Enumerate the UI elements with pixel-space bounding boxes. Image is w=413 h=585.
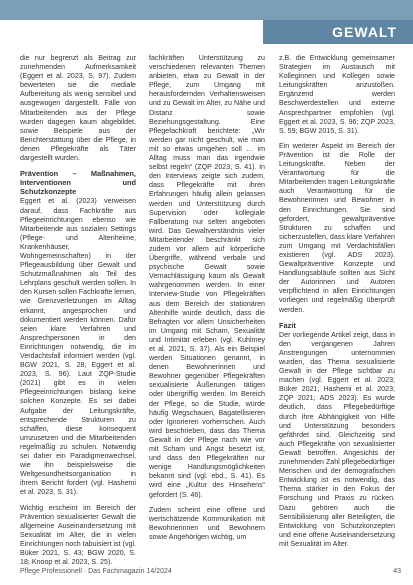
paragraph: Wichtig erscheint im Bereich der Prävention sexualisierter Gewalt die allgemeine Auseinandersetzung mit Sexualität im Alter, die in vielen Einrichtungen noch tabuisiert ist (vgl. Büker 2021, S. 43; BGW 2020, S. 18; Knoop et al. 2023, S. 25).	[20, 503, 136, 567]
journal-reference: Pflege Professionell · Das Fachmagazin 14/2024	[20, 568, 172, 575]
page-header	[0, 0, 413, 46]
column-1	[20, 54, 136, 567]
paragraph: z.B. die Entwicklung gemeinsamer Strategien im Austausch mit Kolleginnen und Kollegen sowie Leitungskräften anzustoßen. Ergänzend werden Beschwerdestellen und externe Ansprechpartner empfohlen (vgl. Eggert et al. 2023, S. 96; ZQP 2023, S. 59; BGW 2015, S. 31).	[279, 54, 395, 135]
article-body	[20, 54, 400, 567]
section-heading: Fazit	[279, 320, 296, 330]
page-number: 43	[393, 568, 401, 575]
column-2	[149, 54, 265, 550]
column-3	[279, 54, 395, 550]
paragraph: fachkräften Unterstützung zu verschiedenen relevanten Themen anbieten, etwa zu Gewalt in der Pflege, zum Umgang mit herausfordernden Verhaltensweisen und zu Gewalt im Alter, zu Nähe und Distanz sowie Beziehungsgestaltung. Eine Pflegefachkraft berichtete: „Wir werden gar nicht geschult, wie man mit so etwas umgehen soll … im Alltag muss man das irgendwie selbst regeln“ (ZQP 2023, S. 41). In den Interviews zeigte sich zudem, dass Pflegekräfte mit ihren Erfahrungen häufig allein gelassen werden und Unterstützung durch Supervision oder kollegiale Fallberatung nur selten angeboten wird. Das Gewaltverständnis vieler Mitarbeitender beschränkt sich zudem vor allem auf körperliche Übergriffe, während verbale und psychische Gewalt sowie Vernachlässigung kaum als Gewalt wahrgenommen werden. In einer Interview-Studie von Pflegekräften aus dem Bereich der stationären Altenhilfe wurde deutlich, dass die Befragten vor allem Unsicherheiten im Umgang mit Scham, Sexualität und Intimität erleben (vgl. Kuhlmey et al. 2021, S. 37). Als ein Beispiel werden Situationen genannt, in denen Bewohnerinnen und Bewohner gegenüber Pflegekräften sexualisierte Äußerungen tätigen oder übergriffig werden. Im Bereich der Pflege, so die Studie, würde häufig Wegschauen, Bagatellisieren oder Ignorieren vorherrschen. Auch wird beschrieben, dass das Thema Gewalt in der Pflege nach wie vor mit Scham und Angst besetzt ist, und dass den Pflegekräften nur wenige Handlungsmöglichkeiten bekannt sind (vgl. ebd., S. 41). Es wird eine „Kultur des Hinsehens“ gefordert (S. 46).	[149, 54, 265, 499]
paragraph: Ein weiterer Aspekt im Bereich der Prävention ist die Rolle der Leitungskräfte. Neben der Verantwortung für die Mitarbeitenden tragen Leitungskräfte auch Verantwortung für die Bewohnerinnen und Bewohner in den Einrichtungen. Sie sind gefordert, gewaltpräventive Strukturen zu schaffen und sicherzustellen, dass klare Verfahren zum Umgang mit Verdachtsfällen existieren (vgl. ADS 2023). Gewaltpräventive Konzepte und Handlungsabläufe sollten aus Sicht der Autorinnen und Autoren verpflichtend in allen Einrichtungen vorliegen und regelmäßig überprüft werden.	[279, 141, 395, 314]
paragraph: Eggert et al. (2023) verweisen darauf, dass Fachkräfte aus Pflegeeinrichtungen ebenso wie Mitarbeitende aus sozialen Settings (Pflege- und Altenheime, Krankenhäuser, Wohngemeinschaften) in der Pflegeausbildung über Gewalt und Schutzmaßnahmen als Teil des Lehrplans geschult werden sollen. In den Kursen sollen Fachkräfte lernen, wie Grenzverletzungen im Alltag erkannt, angesprochen und dokumentiert werden können. Dafür seien klare Verfahren und Ansprechpersonen in den Einrichtungen notwendig, die im Verdachtsfall informiert werden (vgl. BGW 2021, S. 28; Eggert et al. 2023, S. 96). Laut ZQP-Studie (2021) gibt es in vielen Pflegeeinrichtungen bislang keine solchen Konzepte. Es sei dabei Aufgabe der Leitungskräfte, entsprechende Strukturen zu schaffen, diese konsequent umzusetzen und die Mitarbeitenden regelmäßig zu schulen. Notwendig sei daher ein Paradigmenwechsel, wie ihn beispielsweise die Weltgesundheitsorganisation in ihrem Bericht fordert (vgl. Hashemi et al. 2023, S. 31).	[20, 197, 136, 497]
paragraph: die nur begrenzt als Beitrag zur zunehmenden Aufmerksamkeit (Eggert et al. 2023, S. 97). Zudem bewerteten sie die mediale Aufbereitung als wenig sensibel und ausgewogen dargestellt. Fälle von Mitarbeitenden aus der Pflege wurden dagegen kaum abgebildet, sowie Beispiele aus der Berichterstattung über die Pflege, in denen Pflegekräfte als Täter dargestellt wurden.	[20, 54, 136, 163]
header-stripe	[0, 0, 413, 20]
paragraph: Der vorliegende Artikel zeigt, dass in den vergangenen Jahren Anstrengungen unternommen wurden, das Thema sexualisierte Gewalt in der Pflege sichtbar zu machen (vgl. Eggert et al. 2023; Büker 2021; Hashemi et al. 2023; ZQP 2021; ADS 2023). Es wurde deutlich, dass Pflegebedürftige durch ihre Abhängigkeit von Hilfe und Unterstützung besonders gefährdet sind. Gleichzeitig sind auch Pflegekräfte von sexualisierter Gewalt betroffen. Angesichts der zunehmenden Zahl pflegebedürftiger Menschen und der demografischen Entwicklung ist es notwendig, das Thema stärker in den Fokus der Forschung und Praxis zu rücken. Dazu gehören auch die Sensibilisierung aller Beteiligten, die Entwicklung von Schutzkonzepten und eine offene Auseinandersetzung mit Sexualität im Alter.	[279, 330, 395, 548]
section-tag: GEWALT	[263, 20, 413, 44]
page-footer	[20, 568, 401, 578]
section-heading: Prävention – Maßnahmen, Interventionen und Schutzkonzepte	[20, 169, 136, 197]
paragraph: Zudem scheint eine offene und wertschätzende Kommunikation mit Bewohnerinnen und Bewohnern sowie Angehörigen wichtig, um	[149, 505, 265, 541]
